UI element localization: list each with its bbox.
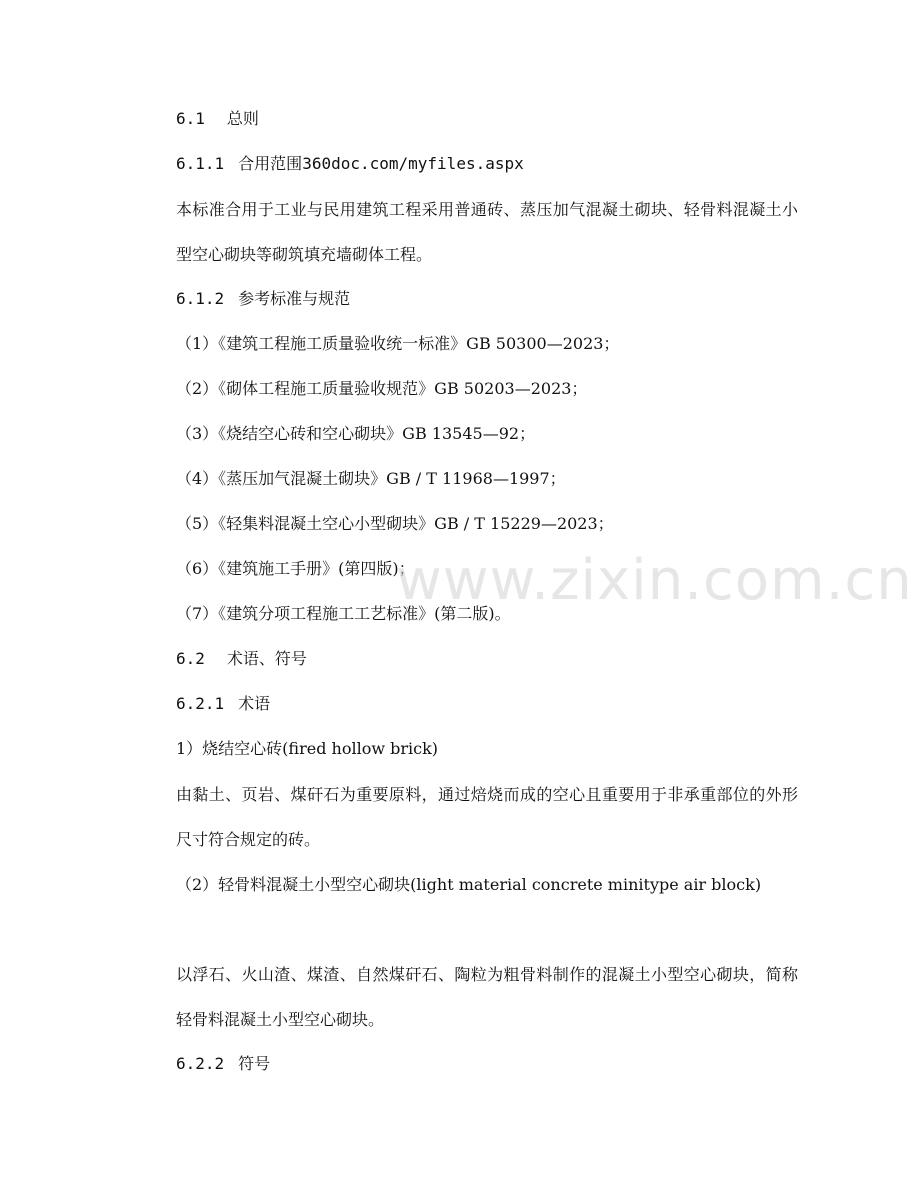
scope-paragraph: 本标准合用于工业与民用建筑工程采用普通砖、蒸压加气混凝土砌块、轻骨料混凝土小型空心砌块等砌筑填充墙砌体工程。 bbox=[176, 200, 798, 264]
heading-title: 总则 bbox=[226, 109, 259, 128]
heading-number: 6.2.2 bbox=[176, 1054, 225, 1073]
heading-title: 术语、符号 bbox=[226, 649, 307, 668]
reference-item: （2）《砌体工程施工质量验收规范》GB 50203—2023； bbox=[176, 379, 588, 398]
reference-item: （4）《蒸压加气混凝土砌块》GB / T 11968—1997； bbox=[176, 469, 566, 488]
heading-number: 6.1 bbox=[176, 109, 205, 128]
reference-item: （7）《建筑分项工程施工工艺标准》(第二版)。 bbox=[176, 604, 511, 623]
reference-item: （6）《建筑施工手册》(第四版)； bbox=[176, 559, 415, 578]
reference-item: （5）《轻集料混凝土空心小型砌块》GB / T 15229—2023； bbox=[176, 514, 614, 533]
term-heading: 1）烧结空心砖(fired hollow brick) bbox=[176, 739, 439, 758]
source-link[interactable]: 360doc.com/myfiles.aspx bbox=[302, 154, 524, 173]
heading-6-2-2 bbox=[176, 1053, 270, 1075]
heading-number: 6.2 bbox=[176, 649, 205, 668]
heading-title: 术语 bbox=[238, 694, 271, 713]
reference-item: （1）《建筑工程施工质量验收统一标准》GB 50300—2023； bbox=[176, 334, 620, 353]
watermark: www.zixin.com.cn bbox=[396, 548, 913, 613]
reference-item: （3）《烧结空心砖和空心砌块》GB 13545—92； bbox=[176, 424, 536, 443]
heading-6-1-2 bbox=[176, 288, 350, 310]
heading-number: 6.1.2 bbox=[176, 289, 225, 308]
term-heading: （2）轻骨料混凝土小型空心砌块(light material concrete minitype air block) bbox=[176, 875, 762, 894]
term-definition: 以浮石、火山渣、煤渣、自然煤矸石、陶粒为粗骨料制作的混凝土小型空心砌块，简称轻骨料混凝土小型空心砌块。 bbox=[176, 965, 798, 1029]
heading-title: 参考标准与规范 bbox=[238, 289, 351, 308]
heading-title: 合用范围 bbox=[238, 154, 303, 173]
heading-title: 符号 bbox=[238, 1054, 271, 1073]
heading-6-2-1 bbox=[176, 693, 270, 715]
heading-6-2 bbox=[176, 648, 307, 670]
heading-6-1-1 bbox=[176, 153, 524, 175]
heading-6-1 bbox=[176, 108, 259, 130]
heading-number: 6.2.1 bbox=[176, 694, 225, 713]
term-definition: 由黏土、页岩、煤矸石为重要原料，通过焙烧而成的空心且重要用于非承重部位的外形尺寸符合规定的砖。 bbox=[176, 785, 798, 849]
heading-number: 6.1.1 bbox=[176, 154, 225, 173]
